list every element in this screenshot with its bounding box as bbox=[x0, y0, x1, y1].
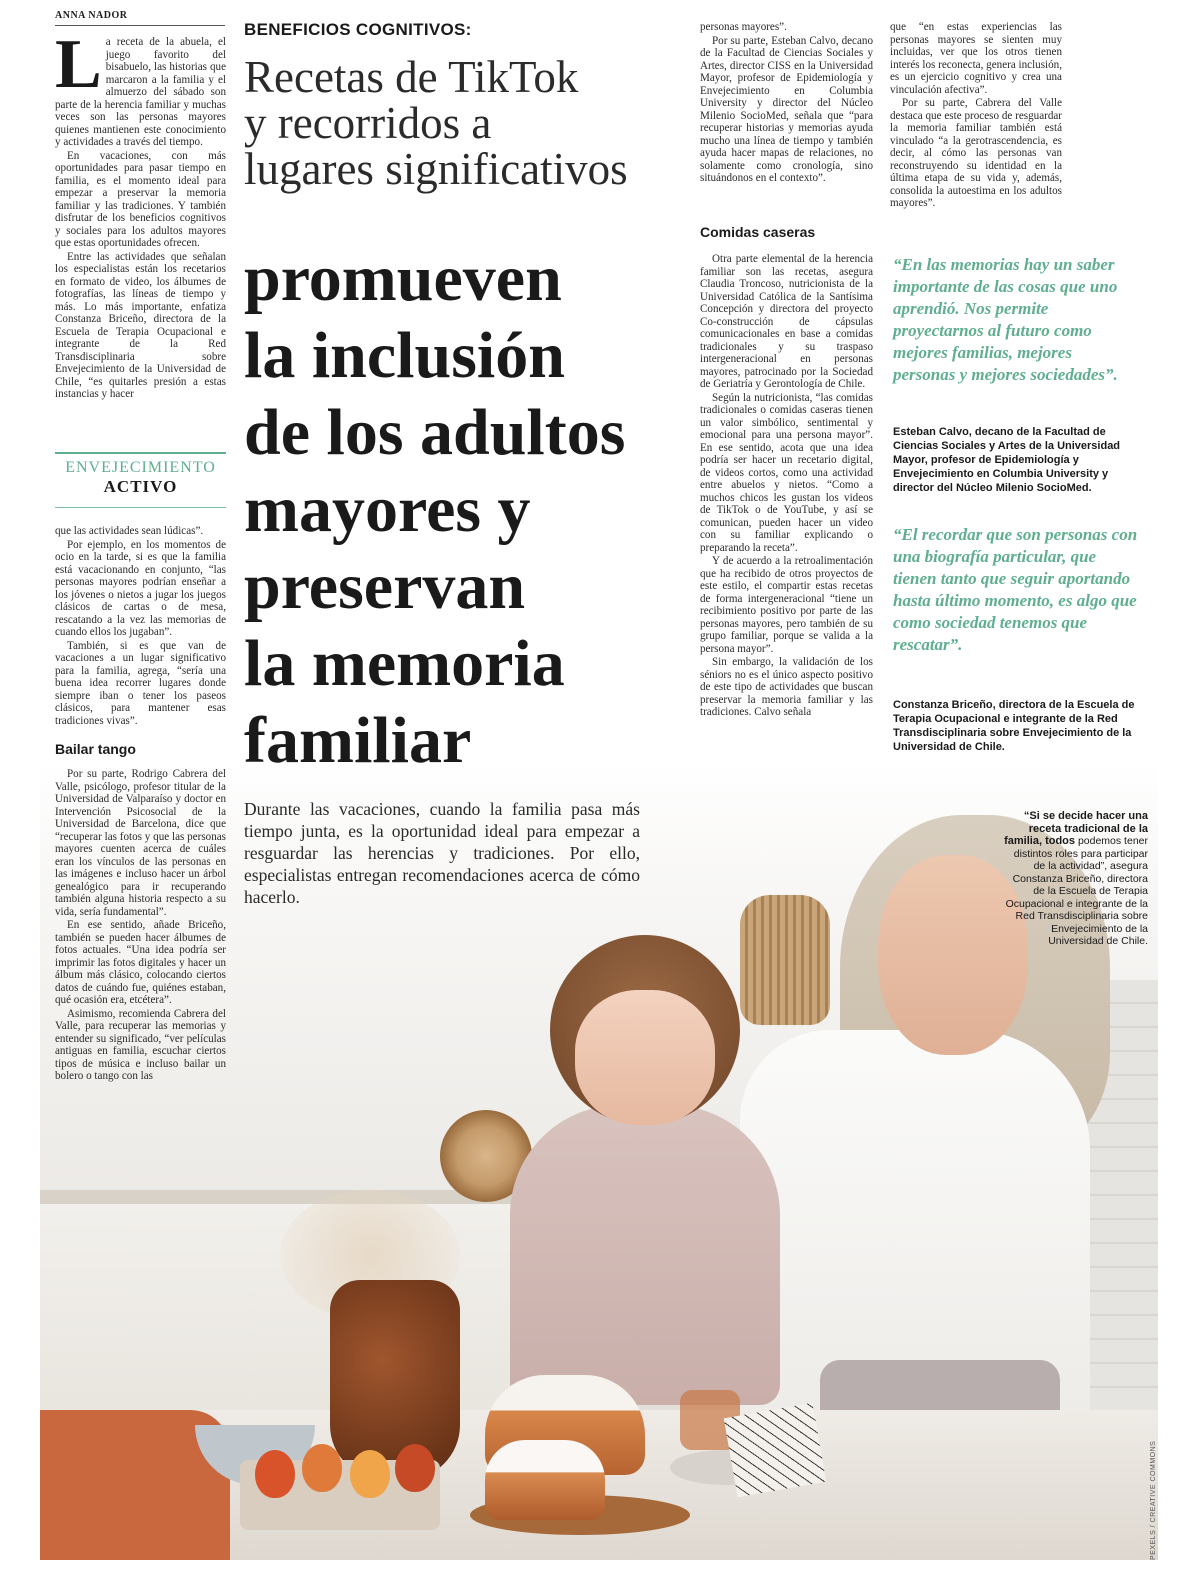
headline-light-line: Recetas de TikTok bbox=[244, 52, 579, 102]
small-cake bbox=[485, 1440, 605, 1520]
headline-bold-line: la memoria bbox=[244, 627, 565, 700]
paragraph: Según la nutricionista, “las comidas tradicionales o comidas caseras tienen un valor simbólico, sentimental y emocional para una persona mayor”. En ese sentido, acota que una idea podría ser hacer un recetario digital, de videos cortos, como una actividad entre abuelos y nietos. “Como a muchos chicos les gustan los videos de TikTok o de YouTube, y así se comunican, pueden hacer un video con su familiar explicando o preparando la receta”. bbox=[700, 391, 873, 554]
photo-caption-bold: “Si se decide hacer una receta tradicional de la familia, todos bbox=[1004, 810, 1148, 847]
drop-cap: L bbox=[55, 26, 102, 103]
kicker: BENEFICIOS COGNITIVOS: bbox=[244, 20, 472, 39]
paragraph: a receta de la abuela, el juego favorito del bisabuelo, las historias que marcaron a la familia y el almuerzo del sábado son parte de la herencia familiar y muchas veces son las personas mayores quienes mantienen este conocimiento y actividades a través del tiempo. bbox=[55, 36, 226, 148]
paragraph: También, si es que van de vacaciones a un lugar significativo para la familia, agrega, “sería una buena idea recorrer lugares donde siempre iban o tener los paseos clásicos, para mantener esas tradiciones vivas”. bbox=[55, 639, 226, 727]
subhead-bailar-tango: Bailar tango bbox=[55, 741, 136, 757]
egg bbox=[255, 1450, 295, 1498]
headline-bold bbox=[244, 240, 694, 779]
paragraph: Por ejemplo, en los momentos de ocio en la tarde, si es que la familia está vacacionando en conjunto, “las personas mayores podrían enseñar a los jóvenes o nietos a jugar los juegos clásicos de cartas o de mesa, rescatando a la vez las memorias de cuando ellos los jugaban”. bbox=[55, 538, 226, 638]
paragraph: Sin embargo, la validación de los séniors no es el único aspecto positivo de este tipo de actividades que buscan preservar la memoria familiar y las tradiciones. Calvo señala bbox=[700, 656, 873, 718]
subhead-comidas-caseras: Comidas caseras bbox=[700, 224, 816, 240]
paragraph: Y de acuerdo a la retroalimentación que ha recibido de otros proyectos de este estilo, el compartir estas recetas de forma intergeneracional “tiene un recibimiento positivo por parte de las personas mayores, pero también de su grupo familiar, porque se valida a la persona mayor”. bbox=[700, 555, 873, 655]
paragraph: Entre las actividades que señalan los especialistas están los recetarios en formato de video, los álbumes de fotografías, las líneas de tiempo y más. Lo más importante, enfatiza Constanza Briceño, directora de la Escuela de Terapia Ocupacional e integrante de la Red Transdisciplinaria sobre Envejecimiento de la Universidad de Chile, “es quitarles presión a estas instancias y hacer bbox=[55, 250, 226, 400]
column-1-top bbox=[55, 26, 226, 401]
paragraph: que “en estas experiencias las personas mayores se sienten muy incluidas, ver que los otros tienen interés los reconecta, genera inclusión, es un ejercicio cognitivo y crea una vinculación afectiva”. bbox=[890, 21, 1062, 96]
girl-face bbox=[575, 990, 715, 1125]
paragraph: En vacaciones, con más oportunidades para pasar tiempo en familia, es el momento ideal para empezar a preservar la memoria familiar y las tradiciones. Y también disfrutar de los beneficios cognitivos y sociales para los adultos mayores que estas oportunidades ofrecen. bbox=[55, 149, 226, 249]
egg bbox=[302, 1444, 342, 1492]
section-label-line-1: ENVEJECIMIENTO bbox=[65, 459, 216, 476]
column-1-bottom bbox=[55, 768, 226, 1083]
headline-bold-line: familiar bbox=[244, 704, 472, 777]
brown-vase bbox=[330, 1280, 460, 1480]
lead-paragraph: Durante las vacaciones, cuando la familia pasa más tiempo junta, es la oportunidad ideal para empezar a resguardar las herencias y tradiciones. Por ello, especialistas entregan recomendaciones acerca de cómo hacerlo. bbox=[244, 799, 640, 907]
headline-bold-line: de los adultos bbox=[244, 396, 626, 469]
pull-quote-1: “En las memorias hay un saber importante de las cosas que uno aprendió. Nos permite proyectarnos al futuro como mejores familias, mejores personas y mejores sociedades”. bbox=[893, 255, 1118, 384]
photo-credit: PEXELS / CREATIVE COMMONS bbox=[1150, 1440, 1157, 1560]
section-label bbox=[55, 452, 226, 508]
checkered-towel bbox=[724, 1403, 827, 1497]
pull-quote-1-attribution: Esteban Calvo, decano de la Facultad de Ciencias Sociales y Artes de la Universidad Mayor, profesor de Epidemiología y Envejecimiento en Columbia University y director del Núcleo Milenio SocioMed. bbox=[893, 426, 1121, 494]
column-3-top bbox=[700, 21, 873, 185]
paragraph: En ese sentido, añade Briceño, también se pueden hacer álbumes de fotos actuales. “Una idea podría ser imprimir las fotos digitales y hacer un álbum más clásico, colocando ciertos datos de cuándo fue, quiénes estaban, qué ocasión era, etcétera”. bbox=[55, 919, 226, 1006]
photo-caption bbox=[1000, 810, 1148, 948]
byline: ANNA NADOR bbox=[55, 10, 128, 21]
headline-bold-line: preservan bbox=[244, 550, 526, 623]
paragraph: Por su parte, Rodrigo Cabrera del Valle, psicólogo, profesor titular de la Universidad de Valparaíso y doctor en Intervención Psicosocial de la Universidad de Barcelona, dice que “recuperar las fotos y que las personas mayores cuenten acerca de cuáles eran los vínculos de las personas en las imágenes e incluso hacer un árbol genealógico para ir recuperando también alguna historia respecto a su vida, sería fundamental”. bbox=[55, 768, 226, 918]
headline-bold-line: promueven bbox=[244, 242, 562, 315]
column-1-middle bbox=[55, 525, 226, 727]
headline-bold-line: mayores y bbox=[244, 473, 531, 546]
headline-light bbox=[244, 54, 694, 192]
paragraph: que las actividades sean lúdicas”. bbox=[55, 525, 204, 537]
section-label-line-2: ACTIVO bbox=[103, 477, 178, 496]
headline-bold-line: la inclusión bbox=[244, 319, 565, 392]
headline-light-line: y recorridos a bbox=[244, 98, 492, 148]
egg bbox=[350, 1450, 390, 1498]
pull-quote-2: “El recordar que son personas con una biografía particular, que tienen tanto que seguir aportando hasta último momento, es algo que como sociedad tenemos que rescatar”. bbox=[893, 525, 1138, 654]
wicker-basket bbox=[740, 895, 830, 1025]
headline-light-line: lugares significativos bbox=[244, 144, 628, 194]
column-4 bbox=[890, 21, 1062, 210]
girl-dress bbox=[510, 1105, 780, 1405]
paragraph: Asimismo, recomienda Cabrera del Valle, para recuperar las memorias y entender su significado, “ver películas antiguas en familia, escuchar ciertos tipos de música e incluso bailar un bolero o tango con las bbox=[55, 1007, 226, 1082]
egg bbox=[395, 1444, 435, 1492]
paragraph: personas mayores”. bbox=[700, 21, 787, 33]
paragraph: Por su parte, Cabrera del Valle destaca que este proceso de resguardar la memoria familiar también está vinculado “a la gerotrascendencia, es decir, al cómo las personas van reconstruyendo su identidad en la última etapa de su vida y, además, consolida la autoestima en los adultos mayores”. bbox=[890, 97, 1062, 209]
paragraph: Otra parte elemental de la herencia familiar son las recetas, asegura Claudia Troncoso, nutricionista de la Universidad Católica de la Santísima Concepción y directora del proyecto Co-construcción de cápsulas comunicacionales en base a comidas tradicionales y su traspaso intergeneracional en personas mayores, patrocinado por la Sociedad de Geriatría y Gerontología de Chile. bbox=[700, 253, 873, 390]
paragraph: Por su parte, Esteban Calvo, decano de la Facultad de Ciencias Sociales y Artes, director CISS en la Universidad Mayor, profesor de Epidemiología y Envejecimiento en Columbia University y director del Núcleo Milenio SocioMed, señala que “para recuperar historias y memorias ayuda mucho una línea de tiempo y también ayuda hacer mapas de relaciones, no solamente como cronología, sino situándonos en el contexto”. bbox=[700, 34, 873, 184]
photo-caption-text: podemos tener distintos roles para participar de la actividad”, asegura Constanza Briceño, directora de la Escuela de Terapia Ocupacional e integrante de la Red Transdisciplinaria sobre Envejecimiento de la Universidad de Chile. bbox=[1005, 835, 1148, 947]
pull-quote-2-attribution: Constanza Briceño, directora de la Escuela de Terapia Ocupacional e integrante de la Red Transdisciplinaria sobre Envejecimiento de la Universidad de Chile. bbox=[893, 699, 1135, 753]
column-3-bottom bbox=[700, 253, 873, 719]
